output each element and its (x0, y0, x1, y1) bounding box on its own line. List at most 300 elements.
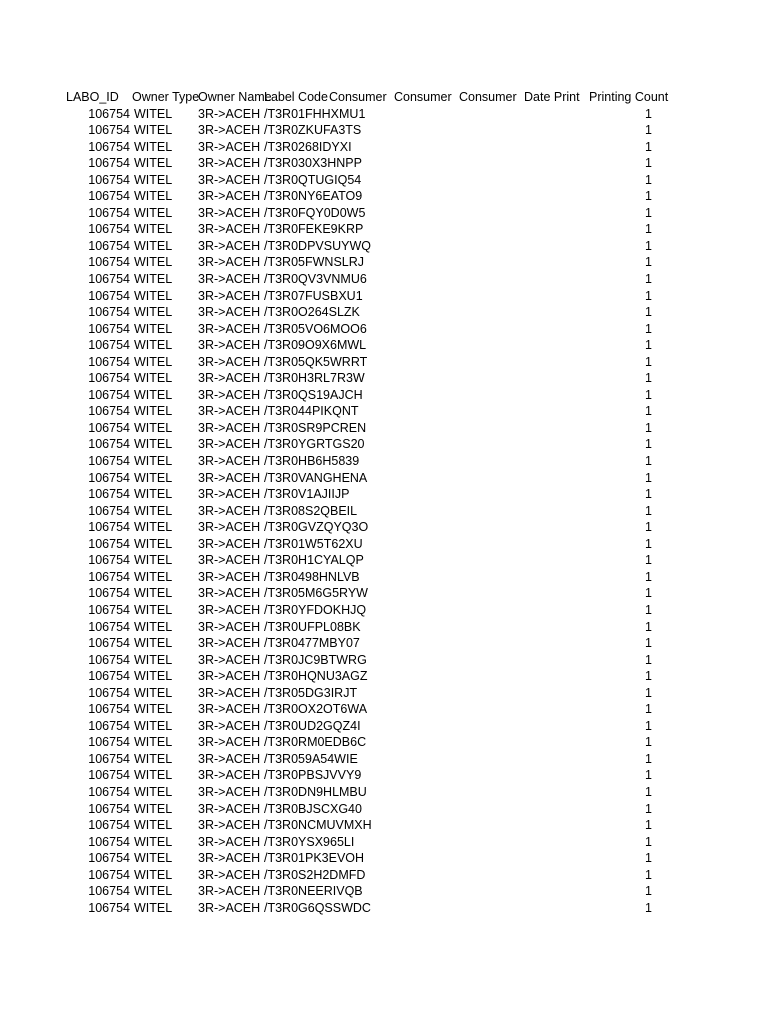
cell-labo-id: 106754 (88, 884, 130, 899)
table-row (66, 751, 656, 768)
table-row (66, 619, 656, 636)
cell-label-code: /T3R09O9X6MWL (264, 338, 367, 353)
cell-label-code: /T3R0UFPL08BK (264, 619, 361, 634)
cell-labo-id: 106754 (88, 470, 130, 485)
cell-owner-type: WITEL (134, 288, 173, 303)
table-row (66, 106, 656, 123)
cell-owner-type: WITEL (134, 669, 173, 684)
cell-owner-type: WITEL (134, 834, 173, 849)
cell-labo-id: 106754 (88, 338, 130, 353)
cell-label-code: /T3R0FQY0D0W5 (264, 205, 366, 220)
header-owner-name: Owner Name (198, 90, 272, 104)
cell-labo-id: 106754 (88, 569, 130, 584)
table-row (66, 503, 656, 520)
cell-owner-name: 3R->ACEH (198, 702, 261, 717)
cell-owner-name: 3R->ACEH (198, 487, 261, 502)
cell-owner-type: WITEL (134, 454, 173, 469)
cell-labo-id: 106754 (88, 636, 130, 651)
cell-owner-type: WITEL (134, 255, 173, 270)
cell-owner-name: 3R->ACEH (198, 172, 261, 187)
table-row (66, 288, 656, 305)
cell-printing-count: 1 (645, 454, 652, 469)
cell-labo-id: 106754 (88, 718, 130, 733)
table-row (66, 701, 656, 718)
cell-owner-type: WITEL (134, 619, 173, 634)
header-row (66, 89, 669, 106)
table-row (66, 486, 656, 503)
cell-owner-name: 3R->ACEH (198, 189, 261, 204)
cell-labo-id: 106754 (88, 238, 130, 253)
cell-labo-id: 106754 (88, 536, 130, 551)
table-row (66, 585, 656, 602)
cell-label-code: /T3R0VANGHENA (264, 470, 368, 485)
cell-labo-id: 106754 (88, 454, 130, 469)
cell-owner-type: WITEL (134, 503, 173, 518)
cell-owner-name: 3R->ACEH (198, 387, 261, 402)
cell-labo-id: 106754 (88, 685, 130, 700)
cell-label-code: /T3R0O264SLZK (264, 305, 360, 320)
cell-labo-id: 106754 (88, 553, 130, 568)
cell-owner-type: WITEL (134, 784, 173, 799)
cell-printing-count: 1 (645, 520, 652, 535)
cell-labo-id: 106754 (88, 305, 130, 320)
cell-owner-name: 3R->ACEH (198, 735, 261, 750)
cell-owner-type: WITEL (134, 536, 173, 551)
cell-labo-id: 106754 (88, 784, 130, 799)
cell-labo-id: 106754 (88, 272, 130, 287)
cell-printing-count: 1 (645, 470, 652, 485)
cell-owner-name: 3R->ACEH (198, 602, 261, 617)
cell-owner-type: WITEL (134, 801, 173, 816)
cell-printing-count: 1 (645, 222, 652, 237)
cell-labo-id: 106754 (88, 404, 130, 419)
cell-label-code: /T3R0H1CYALQP (264, 553, 364, 568)
cell-label-code: /T3R0HQNU3AGZ (264, 669, 368, 684)
table-row (66, 635, 656, 652)
cell-owner-name: 3R->ACEH (198, 503, 261, 518)
cell-printing-count: 1 (645, 387, 652, 402)
cell-labo-id: 106754 (88, 867, 130, 882)
cell-owner-type: WITEL (134, 652, 173, 667)
cell-owner-type: WITEL (134, 156, 173, 171)
cell-labo-id: 106754 (88, 222, 130, 237)
cell-owner-name: 3R->ACEH (198, 470, 261, 485)
cell-labo-id: 106754 (88, 487, 130, 502)
table-row (66, 354, 656, 371)
cell-printing-count: 1 (645, 619, 652, 634)
cell-owner-type: WITEL (134, 420, 173, 435)
cell-owner-type: WITEL (134, 685, 173, 700)
table-row (66, 519, 656, 536)
cell-printing-count: 1 (645, 156, 652, 171)
cell-owner-name: 3R->ACEH (198, 669, 261, 684)
cell-printing-count: 1 (645, 801, 652, 816)
cell-owner-type: WITEL (134, 520, 173, 535)
table-row (66, 718, 656, 735)
cell-label-code: /T3R0GVZQYQ3O (264, 520, 369, 535)
table-row (66, 271, 656, 288)
cell-printing-count: 1 (645, 834, 652, 849)
cell-printing-count: 1 (645, 884, 652, 899)
table-row (66, 817, 656, 834)
cell-printing-count: 1 (645, 900, 652, 915)
cell-printing-count: 1 (645, 321, 652, 336)
cell-labo-id: 106754 (88, 768, 130, 783)
cell-owner-name: 3R->ACEH (198, 619, 261, 634)
table-row (66, 883, 656, 900)
cell-label-code: /T3R044PIKQNT (264, 404, 359, 419)
cell-label-code: /T3R0477MBY07 (264, 636, 360, 651)
header-printing-count: Printing Count (589, 90, 669, 104)
cell-label-code: /T3R0BJSCXG40 (264, 801, 362, 816)
cell-printing-count: 1 (645, 123, 652, 138)
cell-label-code: /T3R0OX2OT6WA (264, 702, 368, 717)
cell-labo-id: 106754 (88, 321, 130, 336)
cell-printing-count: 1 (645, 288, 652, 303)
cell-owner-type: WITEL (134, 553, 173, 568)
cell-owner-name: 3R->ACEH (198, 205, 261, 220)
cell-labo-id: 106754 (88, 189, 130, 204)
cell-printing-count: 1 (645, 553, 652, 568)
cell-owner-type: WITEL (134, 900, 173, 915)
cell-printing-count: 1 (645, 569, 652, 584)
cell-labo-id: 106754 (88, 751, 130, 766)
cell-owner-name: 3R->ACEH (198, 420, 261, 435)
cell-owner-name: 3R->ACEH (198, 272, 261, 287)
cell-owner-type: WITEL (134, 867, 173, 882)
cell-owner-type: WITEL (134, 602, 173, 617)
table-row (66, 221, 656, 238)
table-row (66, 139, 656, 156)
table-row (66, 188, 656, 205)
cell-owner-type: WITEL (134, 189, 173, 204)
cell-label-code: /T3R0UD2GQZ4I (264, 718, 361, 733)
cell-label-code: /T3R01W5T62XU (264, 536, 363, 551)
table-row (66, 602, 656, 619)
cell-labo-id: 106754 (88, 652, 130, 667)
table-row (66, 122, 656, 139)
cell-label-code: /T3R0YFDOKHJQ (264, 602, 367, 617)
cell-owner-type: WITEL (134, 636, 173, 651)
cell-owner-type: WITEL (134, 172, 173, 187)
cell-owner-type: WITEL (134, 387, 173, 402)
cell-printing-count: 1 (645, 205, 652, 220)
cell-owner-type: WITEL (134, 437, 173, 452)
cell-owner-type: WITEL (134, 305, 173, 320)
cell-labo-id: 106754 (88, 255, 130, 270)
cell-labo-id: 106754 (88, 520, 130, 535)
cell-label-code: /T3R0YGRTGS20 (264, 437, 365, 452)
cell-labo-id: 106754 (88, 834, 130, 849)
cell-owner-type: WITEL (134, 569, 173, 584)
table-row (66, 552, 656, 569)
cell-owner-name: 3R->ACEH (198, 123, 261, 138)
cell-printing-count: 1 (645, 305, 652, 320)
cell-label-code: /T3R0498HNLVB (264, 569, 360, 584)
cell-printing-count: 1 (645, 702, 652, 717)
cell-owner-name: 3R->ACEH (198, 305, 261, 320)
cell-owner-name: 3R->ACEH (198, 685, 261, 700)
cell-owner-type: WITEL (134, 718, 173, 733)
table-row (66, 652, 656, 669)
cell-printing-count: 1 (645, 437, 652, 452)
table-row (66, 403, 656, 420)
cell-owner-type: WITEL (134, 404, 173, 419)
cell-owner-name: 3R->ACEH (198, 751, 261, 766)
cell-label-code: /T3R059A54WIE (264, 751, 358, 766)
cell-printing-count: 1 (645, 139, 652, 154)
cell-owner-name: 3R->ACEH (198, 784, 261, 799)
cell-printing-count: 1 (645, 172, 652, 187)
cell-labo-id: 106754 (88, 387, 130, 402)
table-row (66, 205, 656, 222)
cell-label-code: /T3R05QK5WRRT (264, 354, 368, 369)
cell-label-code: /T3R0G6QSSWDC (264, 900, 371, 915)
table-row (66, 470, 656, 487)
cell-label-code: /T3R05M6G5RYW (264, 586, 368, 601)
cell-owner-type: WITEL (134, 586, 173, 601)
cell-labo-id: 106754 (88, 669, 130, 684)
cell-printing-count: 1 (645, 536, 652, 551)
cell-owner-name: 3R->ACEH (198, 834, 261, 849)
cell-label-code: /T3R05FWNSLRJ (264, 255, 365, 270)
table-row (66, 155, 656, 172)
cell-owner-type: WITEL (134, 106, 173, 121)
cell-owner-name: 3R->ACEH (198, 636, 261, 651)
cell-owner-type: WITEL (134, 354, 173, 369)
table-row (66, 321, 656, 338)
cell-labo-id: 106754 (88, 586, 130, 601)
table-row (66, 304, 656, 321)
cell-owner-name: 3R->ACEH (198, 255, 261, 270)
cell-owner-name: 3R->ACEH (198, 222, 261, 237)
cell-label-code: /T3R0S2H2DMFD (264, 867, 366, 882)
cell-owner-name: 3R->ACEH (198, 404, 261, 419)
cell-printing-count: 1 (645, 255, 652, 270)
cell-owner-name: 3R->ACEH (198, 768, 261, 783)
cell-owner-type: WITEL (134, 751, 173, 766)
table-row (66, 734, 656, 751)
cell-label-code: /T3R05VO6MOO6 (264, 321, 367, 336)
cell-labo-id: 106754 (88, 851, 130, 866)
cell-owner-name: 3R->ACEH (198, 156, 261, 171)
cell-owner-type: WITEL (134, 768, 173, 783)
cell-printing-count: 1 (645, 685, 652, 700)
cell-labo-id: 106754 (88, 420, 130, 435)
cell-printing-count: 1 (645, 404, 652, 419)
header-consumer-1: Consumer (329, 90, 387, 104)
cell-owner-type: WITEL (134, 272, 173, 287)
cell-owner-name: 3R->ACEH (198, 851, 261, 866)
cell-printing-count: 1 (645, 106, 652, 121)
cell-owner-type: WITEL (134, 470, 173, 485)
header-consumer-3: Consumer (459, 90, 517, 104)
cell-owner-name: 3R->ACEH (198, 536, 261, 551)
cell-label-code: /T3R0ZKUFA3TS (264, 123, 362, 138)
cell-label-code: /T3R0FEKE9KRP (264, 222, 364, 237)
cell-printing-count: 1 (645, 602, 652, 617)
table-row (66, 867, 656, 884)
table-row (66, 172, 656, 189)
cell-label-code: /T3R08S2QBEIL (264, 503, 358, 518)
cell-printing-count: 1 (645, 189, 652, 204)
cell-label-code: /T3R07FUSBXU1 (264, 288, 363, 303)
cell-labo-id: 106754 (88, 139, 130, 154)
cell-labo-id: 106754 (88, 900, 130, 915)
cell-labo-id: 106754 (88, 156, 130, 171)
cell-owner-type: WITEL (134, 222, 173, 237)
cell-label-code: /T3R0RM0EDB6C (264, 735, 367, 750)
cell-owner-name: 3R->ACEH (198, 139, 261, 154)
cell-printing-count: 1 (645, 272, 652, 287)
cell-owner-name: 3R->ACEH (198, 818, 261, 833)
cell-label-code: /T3R05DG3IRJT (264, 685, 358, 700)
cell-owner-name: 3R->ACEH (198, 867, 261, 882)
table-row (66, 685, 656, 702)
cell-printing-count: 1 (645, 652, 652, 667)
table-row (66, 337, 656, 354)
cell-owner-name: 3R->ACEH (198, 900, 261, 915)
cell-label-code: /T3R0JC9BTWRG (264, 652, 367, 667)
table-row (66, 254, 656, 271)
cell-owner-type: WITEL (134, 735, 173, 750)
cell-owner-name: 3R->ACEH (198, 569, 261, 584)
cell-label-code: /T3R030X3HNPP (264, 156, 362, 171)
table-row (66, 850, 656, 867)
cell-labo-id: 106754 (88, 735, 130, 750)
cell-printing-count: 1 (645, 851, 652, 866)
cell-labo-id: 106754 (88, 123, 130, 138)
cell-label-code: /T3R0DN9HLMBU (264, 784, 367, 799)
cell-owner-type: WITEL (134, 123, 173, 138)
table-row (66, 784, 656, 801)
table-row (66, 569, 656, 586)
cell-printing-count: 1 (645, 238, 652, 253)
table-row (66, 668, 656, 685)
data-rows (66, 106, 656, 917)
cell-label-code: /T3R0DPVSUYWQ (264, 238, 371, 253)
cell-printing-count: 1 (645, 768, 652, 783)
table-row (66, 900, 656, 917)
cell-owner-name: 3R->ACEH (198, 520, 261, 535)
table-row (66, 370, 656, 387)
cell-owner-type: WITEL (134, 321, 173, 336)
cell-printing-count: 1 (645, 338, 652, 353)
cell-label-code: /T3R01FHHXMU1 (264, 106, 366, 121)
cell-label-code: /T3R0NEERIVQB (264, 884, 363, 899)
cell-printing-count: 1 (645, 354, 652, 369)
header-consumer-2: Consumer (394, 90, 452, 104)
cell-labo-id: 106754 (88, 371, 130, 386)
cell-printing-count: 1 (645, 420, 652, 435)
cell-owner-name: 3R->ACEH (198, 238, 261, 253)
table-row (66, 536, 656, 553)
cell-labo-id: 106754 (88, 619, 130, 634)
cell-label-code: /T3R0NY6EATO9 (264, 189, 363, 204)
cell-owner-name: 3R->ACEH (198, 454, 261, 469)
table-row (66, 436, 656, 453)
cell-labo-id: 106754 (88, 702, 130, 717)
header-owner-type: Owner Type (132, 90, 200, 104)
cell-label-code: /T3R0PBSJVVY9 (264, 768, 362, 783)
cell-printing-count: 1 (645, 867, 652, 882)
cell-printing-count: 1 (645, 735, 652, 750)
cell-owner-type: WITEL (134, 371, 173, 386)
cell-owner-name: 3R->ACEH (198, 553, 261, 568)
cell-label-code: /T3R0QTUGIQ54 (264, 172, 362, 187)
cell-printing-count: 1 (645, 784, 652, 799)
table-row (66, 387, 656, 404)
cell-labo-id: 106754 (88, 503, 130, 518)
table-row (66, 238, 656, 255)
cell-label-code: /T3R0SR9PCREN (264, 420, 367, 435)
cell-labo-id: 106754 (88, 437, 130, 452)
cell-label-code: /T3R0V1AJIIJP (264, 487, 350, 502)
cell-labo-id: 106754 (88, 106, 130, 121)
cell-printing-count: 1 (645, 669, 652, 684)
cell-labo-id: 106754 (88, 602, 130, 617)
cell-label-code: /T3R0H3RL7R3W (264, 371, 365, 386)
cell-owner-name: 3R->ACEH (198, 586, 261, 601)
cell-labo-id: 106754 (88, 205, 130, 220)
cell-owner-name: 3R->ACEH (198, 106, 261, 121)
header-labo-id: LABO_ID (66, 90, 119, 104)
cell-label-code: /T3R0QS19AJCH (264, 387, 363, 402)
cell-owner-name: 3R->ACEH (198, 437, 261, 452)
cell-owner-type: WITEL (134, 238, 173, 253)
cell-label-code: /T3R01PK3EVOH (264, 851, 365, 866)
cell-printing-count: 1 (645, 636, 652, 651)
header-label-code: Label Code (264, 90, 328, 104)
header-date-print: Date Print (524, 90, 580, 104)
cell-owner-type: WITEL (134, 851, 173, 866)
cell-owner-name: 3R->ACEH (198, 652, 261, 667)
cell-printing-count: 1 (645, 818, 652, 833)
cell-labo-id: 106754 (88, 801, 130, 816)
cell-owner-type: WITEL (134, 139, 173, 154)
cell-owner-type: WITEL (134, 205, 173, 220)
cell-printing-count: 1 (645, 751, 652, 766)
cell-printing-count: 1 (645, 487, 652, 502)
cell-owner-type: WITEL (134, 487, 173, 502)
cell-label-code: /T3R0HB6H5839 (264, 454, 360, 469)
cell-printing-count: 1 (645, 503, 652, 518)
cell-label-code: /T3R0QV3VNMU6 (264, 272, 367, 287)
cell-labo-id: 106754 (88, 172, 130, 187)
table-row (66, 801, 656, 818)
cell-printing-count: 1 (645, 586, 652, 601)
cell-owner-name: 3R->ACEH (198, 288, 261, 303)
spreadsheet-table (66, 89, 669, 916)
cell-label-code: /T3R0YSX965LI (264, 834, 355, 849)
table-row (66, 767, 656, 784)
cell-owner-name: 3R->ACEH (198, 354, 261, 369)
table-row (66, 453, 656, 470)
table-row (66, 420, 656, 437)
cell-owner-name: 3R->ACEH (198, 321, 261, 336)
cell-label-code: /T3R0NCMUVMXH (264, 818, 372, 833)
cell-owner-type: WITEL (134, 884, 173, 899)
cell-labo-id: 106754 (88, 288, 130, 303)
cell-owner-name: 3R->ACEH (198, 801, 261, 816)
cell-owner-type: WITEL (134, 818, 173, 833)
cell-labo-id: 106754 (88, 818, 130, 833)
cell-owner-name: 3R->ACEH (198, 884, 261, 899)
cell-printing-count: 1 (645, 718, 652, 733)
cell-owner-type: WITEL (134, 338, 173, 353)
cell-owner-type: WITEL (134, 702, 173, 717)
cell-label-code: /T3R0268IDYXI (264, 139, 352, 154)
